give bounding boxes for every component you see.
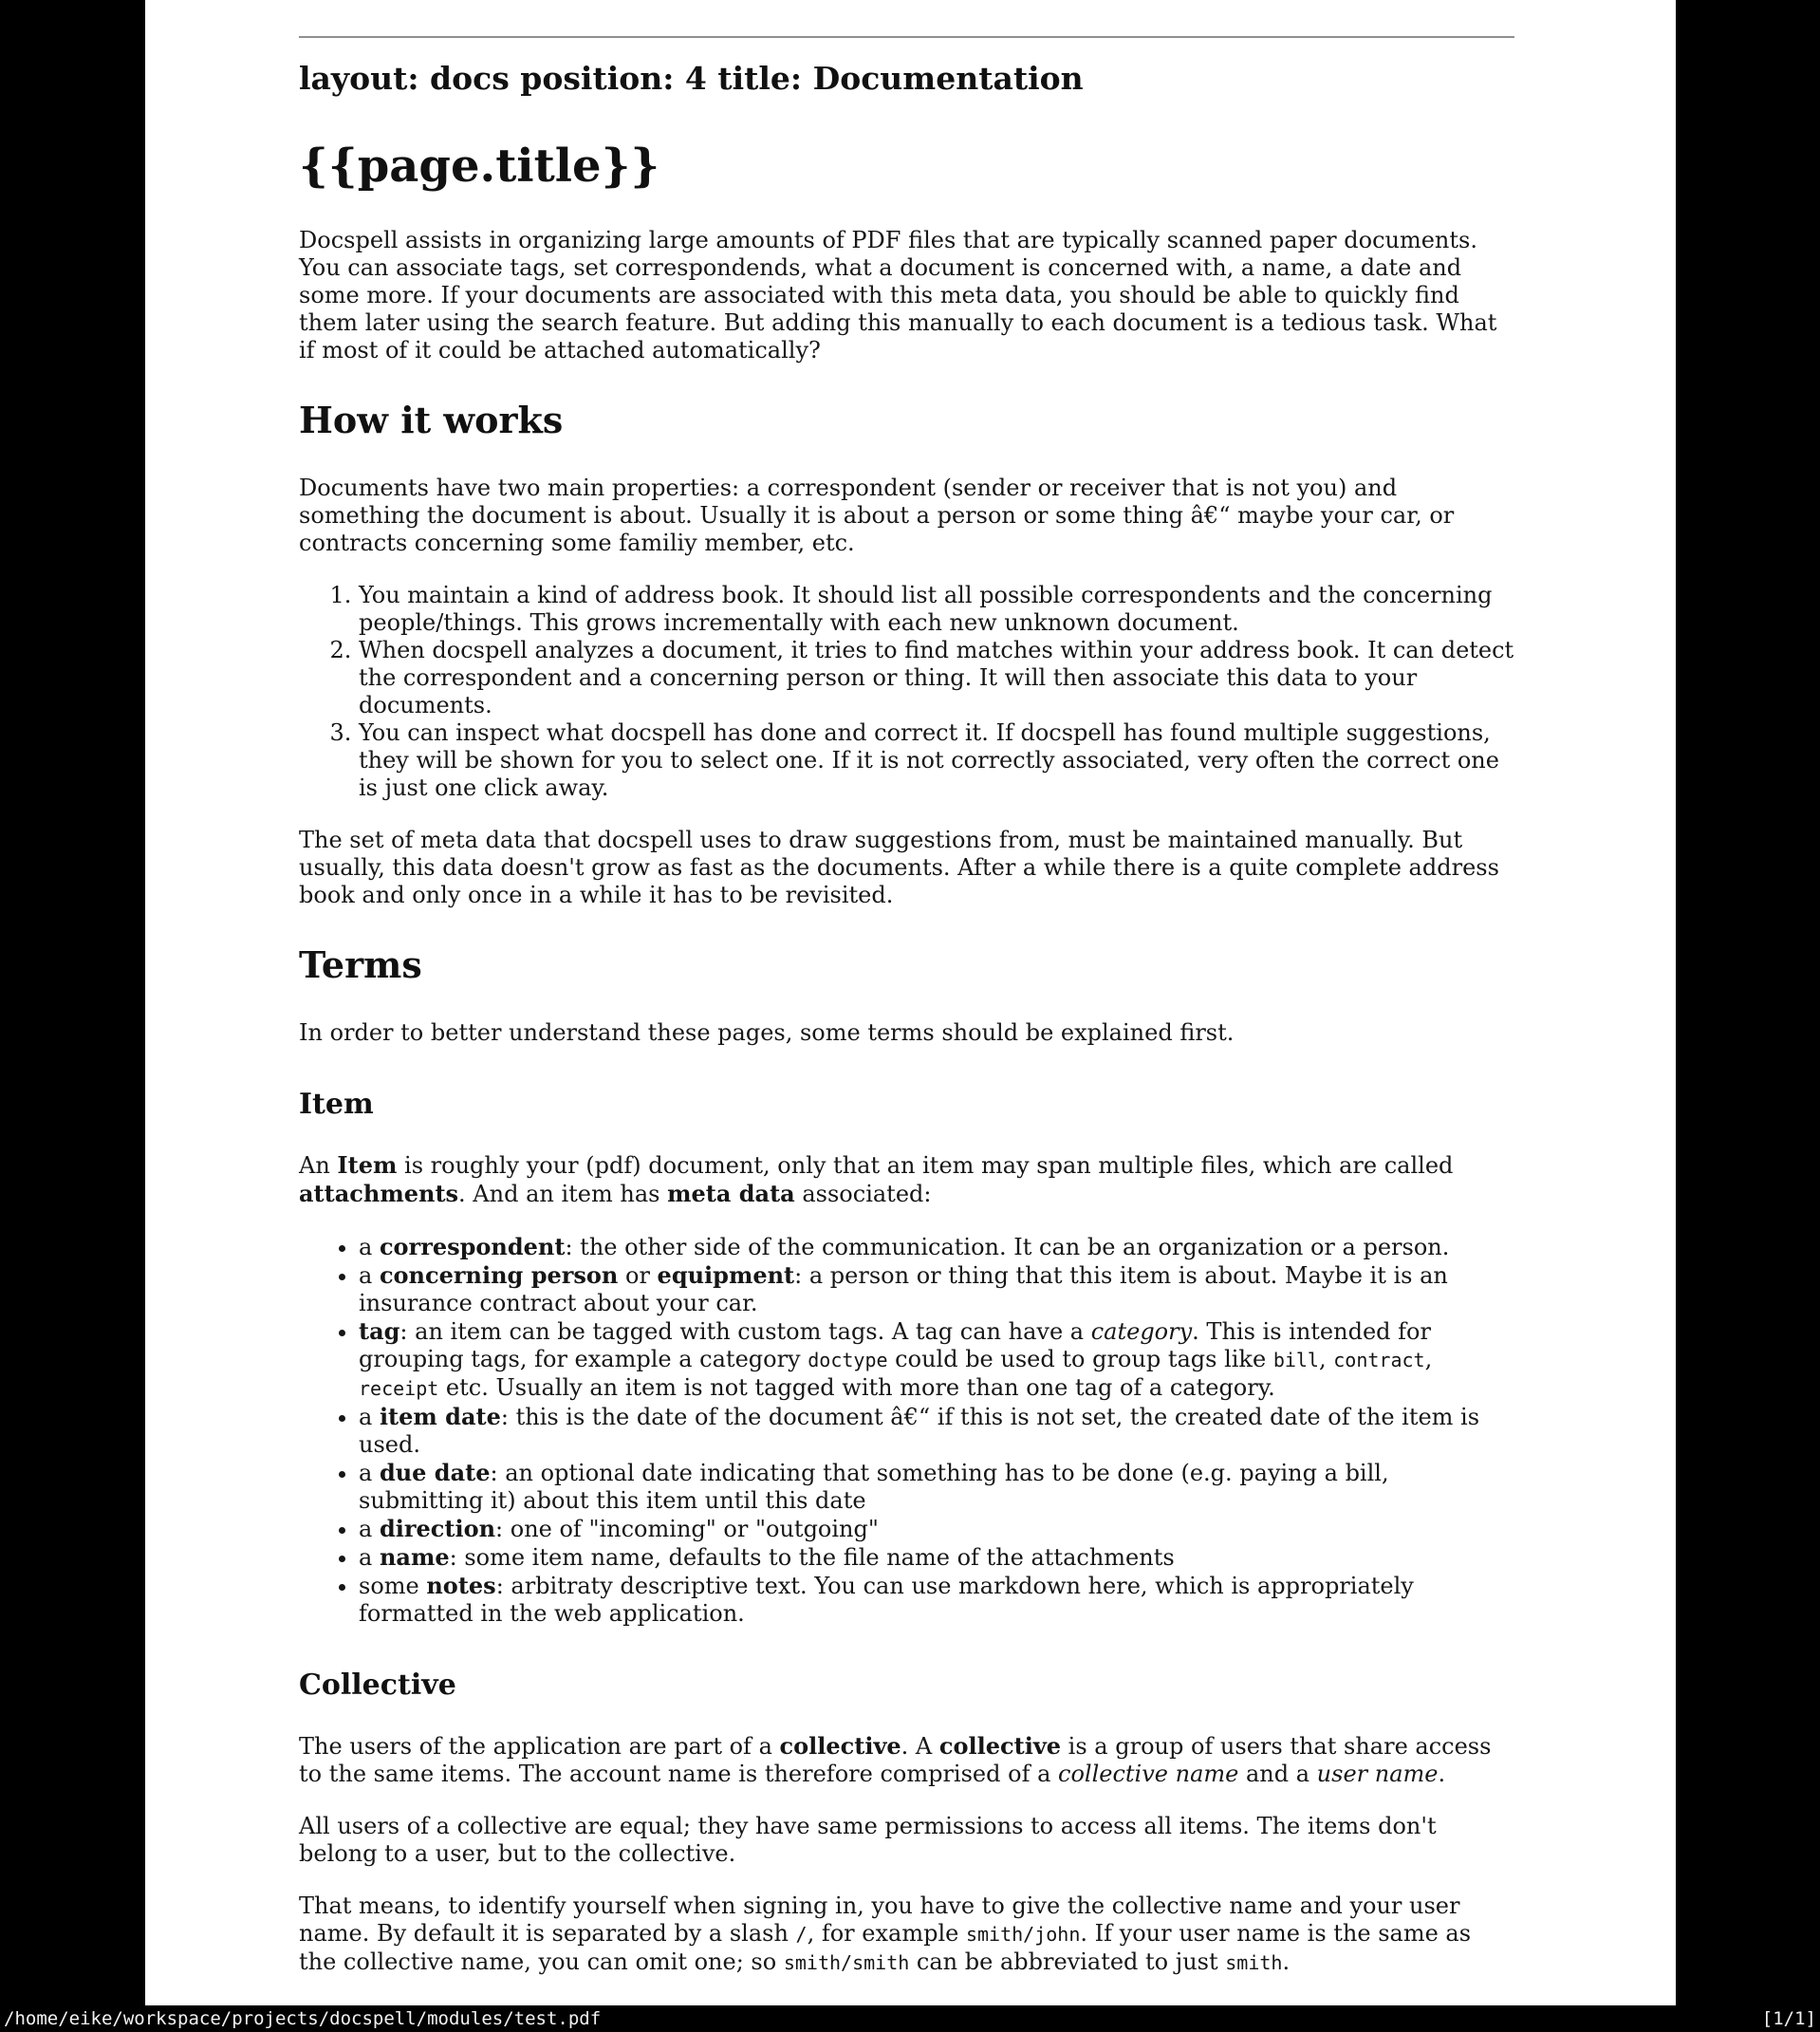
text-run: : one of "incoming" or "outgoing"	[495, 1516, 879, 1542]
list-item	[359, 582, 1514, 637]
pdf-page[interactable]	[145, 0, 1676, 2005]
paragraph	[299, 1892, 1514, 1977]
bold-run: collective	[938, 1732, 1062, 1760]
paragraph	[299, 1732, 1514, 1788]
text-run: layout: docs position: 4 title: Documentation	[299, 60, 1084, 97]
bullet-list	[299, 1233, 1514, 1628]
text-run: Item	[299, 1088, 374, 1121]
text-run: {{page.title}}	[299, 140, 660, 193]
section-heading	[299, 399, 1514, 442]
bold-run: correspondent	[379, 1233, 566, 1260]
document-content	[299, 36, 1514, 1977]
code-run: smith/smith	[783, 1951, 910, 1974]
bold-run: name	[379, 1543, 450, 1571]
list-item	[359, 1459, 1514, 1515]
bold-run: concerning person	[379, 1261, 619, 1289]
code-run: smith/john	[965, 1923, 1081, 1946]
text-run: : an optional date indicating that something has to be done (e.g. paying a bill, submitting it) about this item until this date	[359, 1460, 1389, 1514]
text-run: Collective	[299, 1668, 456, 1702]
text-run: : a person or thing that this item is about. Maybe it is an insurance contract about your car.	[359, 1262, 1448, 1316]
text-run: The set of meta data that docspell uses to draw suggestions from, must be maintained manually. But usually, this data doesn't grow as fast as the documents. After a while there is a quite complete address book and only once in a while it has to be revisited.	[299, 827, 1499, 908]
text-run: : an item can be tagged with custom tags. A tag can have a	[399, 1318, 1091, 1345]
text-run: is a group of users that share access to the same items. The account name is therefore comprised of a	[299, 1733, 1492, 1787]
bold-run: due date	[379, 1459, 491, 1486]
text-run: All users of a collective are equal; they have same permissions to access all items. The items don't belong to a user, but to the collective.	[299, 1813, 1437, 1867]
text-run: ,	[1424, 1346, 1433, 1372]
list-item	[359, 1317, 1514, 1403]
code-run: smith	[1225, 1951, 1283, 1974]
text-run: a	[359, 1262, 380, 1289]
text-run: : arbitraty descriptive text. You can use markdown here, which is appropriately formatted in the web application.	[359, 1573, 1414, 1627]
text-run: You maintain a kind of address book. It should list all possible correspondents and the concerning people/things. This grows incrementally with each new unknown document.	[359, 582, 1493, 636]
text-run: could be used to group tags like	[887, 1346, 1273, 1372]
bold-run: direction	[379, 1515, 496, 1542]
text-run: .	[1282, 1948, 1291, 1975]
italic-run: collective name	[1058, 1761, 1239, 1787]
paragraph	[299, 227, 1514, 364]
code-run: bill	[1272, 1349, 1319, 1371]
text-run: ,	[1318, 1346, 1334, 1372]
text-run: . If your user name is the same as the collective name, you can omit one; so	[299, 1920, 1472, 1975]
bold-run: Item	[337, 1151, 398, 1179]
list-item	[359, 1572, 1514, 1628]
italic-run: category	[1090, 1318, 1193, 1345]
code-run: contract	[1333, 1349, 1425, 1371]
text-run: Documents have two main properties: a correspondent (sender or receiver that is not you) and something the document is about. Usually it is about a person or some thing â€“ maybe your car, or contracts concerning some familiy member, etc.	[299, 475, 1455, 556]
text-run: . And an item has	[458, 1181, 668, 1207]
text-run: The users of the application are part of a	[299, 1733, 780, 1760]
subsection-heading	[299, 1668, 1514, 1704]
statusbar	[0, 2005, 1820, 2032]
code-run: doctype	[808, 1349, 888, 1371]
text-run: In order to better understand these pages, some terms should be explained first.	[299, 1019, 1235, 1046]
text-run: a	[359, 1544, 380, 1571]
page-title	[299, 138, 1514, 195]
paragraph	[299, 1813, 1514, 1868]
paragraph	[299, 1151, 1514, 1208]
text-run: : the other side of the communication. It can be an organization or a person.	[565, 1234, 1450, 1260]
text-run: How it works	[299, 399, 564, 441]
text-run: a	[359, 1404, 380, 1430]
text-run: : some item name, defaults to the file name of the attachments	[449, 1544, 1175, 1571]
list-item	[359, 637, 1514, 719]
frontmatter-divider	[299, 36, 1514, 38]
text-run: An	[299, 1152, 338, 1179]
subsection-heading	[299, 1087, 1514, 1123]
bold-run: collective	[779, 1732, 901, 1760]
list-item	[359, 1403, 1514, 1459]
paragraph	[299, 827, 1514, 909]
text-run: and a	[1238, 1761, 1317, 1787]
text-run: some	[359, 1573, 427, 1599]
list-item	[359, 1261, 1514, 1317]
text-run: .	[1438, 1761, 1446, 1787]
bold-run: equipment	[657, 1261, 795, 1289]
paragraph	[299, 1019, 1514, 1047]
text-run: can be abbreviated to just	[909, 1948, 1226, 1975]
text-run: associated:	[794, 1181, 932, 1207]
text-run: is roughly your (pdf) document, only that an item may span multiple files, which are called	[397, 1152, 1454, 1179]
text-run: etc. Usually an item is not tagged with more than one tag of a category.	[438, 1374, 1275, 1401]
bold-run: tag	[359, 1317, 400, 1345]
list-item	[359, 1515, 1514, 1543]
text-run: or	[618, 1262, 658, 1289]
numbered-list	[299, 582, 1514, 802]
statusbar-page-indicator: [1/1]	[1761, 2008, 1816, 2029]
section-heading	[299, 943, 1514, 987]
bold-run: item date	[379, 1403, 501, 1430]
text-run: When docspell analyzes a document, it tries to find matches within your address book. It can detect the correspondent and a concerning person or thing. It will then associate this data to your documents.	[359, 637, 1514, 718]
bold-run: attachments	[299, 1180, 459, 1207]
text-run: : this is the date of the document â€“ if this is not set, the created date of the item is used.	[359, 1404, 1480, 1458]
text-run: a	[359, 1460, 380, 1486]
text-run: You can inspect what docspell has done and correct it. If docspell has found multiple suggestions, they will be shown for you to select one. If it is not correctly associated, very often the correct one is just one click away.	[359, 719, 1499, 801]
list-item	[359, 1543, 1514, 1572]
text-run: a	[359, 1234, 380, 1260]
text-run: . This is intended for grouping tags, for example a category	[359, 1318, 1431, 1372]
paragraph	[299, 475, 1514, 557]
text-run: That means, to identify yourself when signing in, you have to give the collective name and your user name. By default it is separated by a slash	[299, 1892, 1460, 1947]
frontmatter-heading	[299, 59, 1514, 98]
italic-run: user name	[1316, 1761, 1439, 1787]
text-run: . A	[901, 1733, 939, 1760]
code-run: receipt	[359, 1377, 439, 1400]
bold-run: notes	[426, 1572, 496, 1599]
list-item	[359, 719, 1514, 802]
code-run: /	[795, 1923, 808, 1946]
text-run: Terms	[299, 943, 422, 986]
text-run: , for example	[807, 1920, 966, 1947]
text-run: Docspell assists in organizing large amounts of PDF files that are typically scanned paper documents. You can associate tags, set correspondends, what a document is concerned with, a name, a date and some more. If your documents are associated with this meta data, you should be able to quickly find them later using the search feature. But adding this manually to each document is a tedious task. What if most of it could be attached automatically?	[299, 227, 1497, 364]
text-run: a	[359, 1516, 380, 1542]
list-item	[359, 1233, 1514, 1261]
statusbar-file-path: /home/eike/workspace/projects/docspell/modules/test.pdf	[4, 2008, 602, 2029]
bold-run: meta data	[667, 1180, 795, 1207]
